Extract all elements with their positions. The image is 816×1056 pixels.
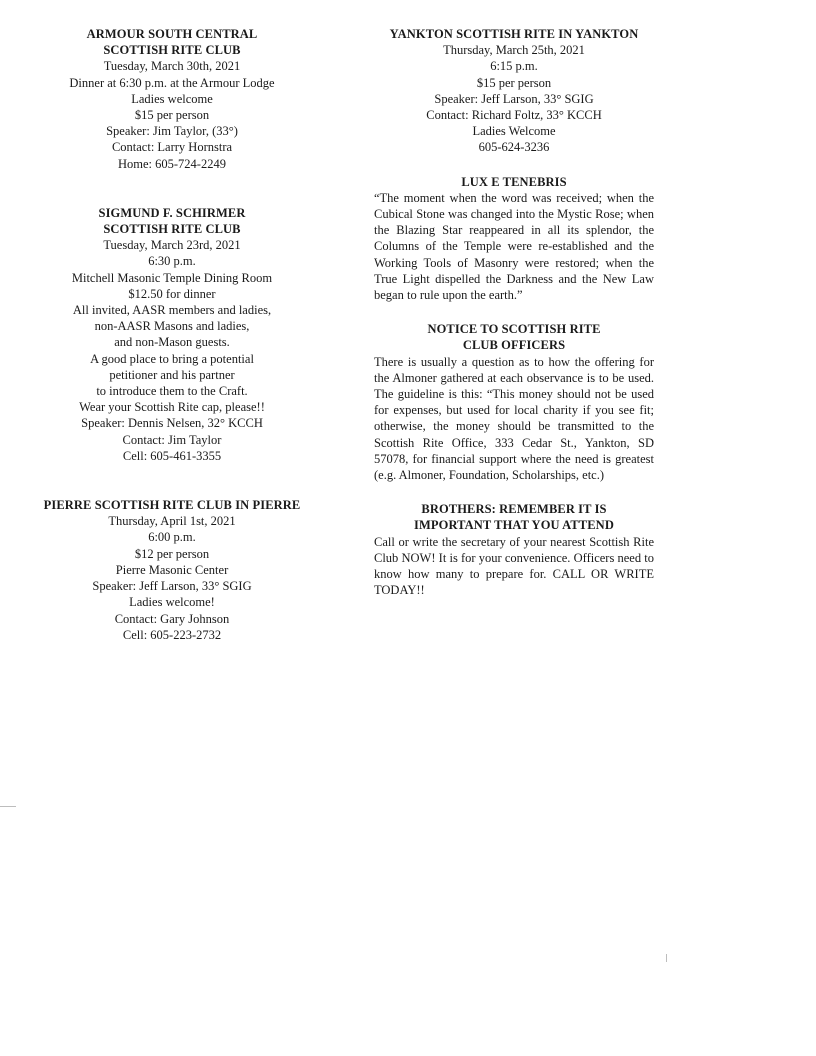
- event-time: 6:00 p.m.: [148, 530, 196, 545]
- pierre-club-title: [22, 497, 322, 513]
- title-line: SCOTTISH RITE CLUB: [103, 222, 241, 237]
- event-detail: A good place to bring a potential: [90, 351, 254, 366]
- title-line: PIERRE SCOTTISH RITE CLUB IN PIERRE: [43, 498, 301, 513]
- event-detail: All invited, AASR members and ladies,: [72, 303, 272, 318]
- title-line: ARMOUR SOUTH CENTRAL: [86, 27, 258, 41]
- event-price: $15 per person: [476, 75, 552, 90]
- event-contact: Contact: Jim Taylor: [122, 432, 222, 447]
- event-time: 6:15 p.m.: [490, 59, 538, 74]
- event-venue: Mitchell Masonic Temple Dining Room: [71, 270, 273, 285]
- event-detail: and non-Mason guests.: [114, 335, 230, 350]
- event-guests: Ladies Welcome: [472, 124, 556, 139]
- event-venue: Pierre Masonic Center: [115, 562, 229, 577]
- scan-artifact: [0, 806, 16, 807]
- event-date: Thursday, March 25th, 2021: [443, 43, 585, 58]
- event-phone: Cell: 605-223-2732: [122, 627, 222, 642]
- right-column: [374, 26, 654, 599]
- lux-e-tenebris-title: [374, 174, 654, 190]
- scan-artifact: [666, 954, 667, 962]
- yankton-club-notice: [374, 26, 654, 156]
- title-line: BROTHERS: REMEMBER IT IS: [421, 502, 607, 517]
- event-speaker: Speaker: Dennis Nelsen, 32° KCCH: [81, 416, 263, 431]
- event-detail: petitioner and his partner: [109, 367, 235, 382]
- title-line: CLUB OFFICERS: [462, 338, 566, 353]
- event-date: Tuesday, March 30th, 2021: [103, 59, 241, 74]
- event-speaker: Speaker: Jim Taylor, (33°): [106, 124, 238, 139]
- title-line: NOTICE TO SCOTTISH RITE: [427, 322, 601, 337]
- event-date: Thursday, April 1st, 2021: [108, 514, 236, 529]
- title-line: YANKTON SCOTTISH RITE IN YANKTON: [389, 27, 639, 41]
- event-detail: Wear your Scottish Rite cap, please!!: [79, 400, 265, 415]
- event-phone: 605-624-3236: [478, 140, 550, 155]
- event-contact: Contact: Larry Hornstra: [111, 140, 233, 155]
- event-price: $15 per person: [134, 108, 210, 123]
- event-detail: non-AASR Masons and ladies,: [94, 319, 250, 334]
- event-guests: Ladies welcome!: [129, 595, 215, 610]
- officers-notice-title: [374, 321, 654, 353]
- event-contact: Contact: Richard Foltz, 33° KCCH: [426, 108, 602, 123]
- left-column: [22, 26, 322, 643]
- event-speaker: Speaker: Jeff Larson, 33° SGIG: [92, 579, 252, 594]
- event-detail: to introduce them to the Craft.: [96, 384, 248, 399]
- title-line: SIGMUND F. SCHIRMER: [98, 205, 246, 220]
- lux-e-tenebris-section: [374, 174, 654, 304]
- yankton-club-title: [374, 26, 654, 42]
- attendance-reminder-title: [374, 501, 654, 533]
- attendance-reminder-body: Call or write the secretary of your nearest Scottish Rite Club NOW! It is for your convenience. Officers need to know how many to prepare for. CALL OR WRITE TODAY!!: [374, 534, 654, 598]
- officers-notice-section: [374, 321, 654, 483]
- event-time: Dinner at 6:30 p.m. at the Armour Lodge: [69, 75, 275, 90]
- armour-club-notice: [22, 26, 322, 172]
- title-line: IMPORTANT THAT YOU ATTEND: [414, 518, 614, 533]
- event-time: 6:30 p.m.: [148, 254, 196, 269]
- event-phone: Cell: 605-461-3355: [122, 448, 222, 463]
- event-price: $12 per person: [134, 546, 210, 561]
- event-phone: Home: 605-724-2249: [118, 156, 226, 171]
- lux-e-tenebris-quote: “The moment when the word was received; when the Cubical Stone was changed into the Mystic Rose; when the Blazing Star reappeared in all its splendor, the Columns of the Temple were re-established and the Working Tools of Masonry were restored; when the True Light dispelled the Darkness and the New Law began to rule upon the earth.”: [374, 190, 654, 303]
- attendance-reminder-section: [374, 501, 654, 598]
- event-contact: Contact: Gary Johnson: [114, 611, 230, 626]
- title-line: LUX E TENEBRIS: [461, 174, 567, 189]
- event-speaker: Speaker: Jeff Larson, 33° SGIG: [434, 91, 594, 106]
- sigmund-club-title: [22, 205, 322, 237]
- armour-club-title: [22, 26, 322, 58]
- title-line: SCOTTISH RITE CLUB: [103, 43, 241, 58]
- event-price: $12.50 for dinner: [128, 286, 216, 301]
- sigmund-club-notice: [22, 205, 322, 464]
- event-guests: Ladies welcome: [131, 91, 213, 106]
- event-date: Tuesday, March 23rd, 2021: [103, 238, 241, 253]
- officers-notice-body: There is usually a question as to how the offering for the Almoner gathered at each observance is to be used. The guideline is this: “This money should not be used for expenses, but used for local charity if you see fit; otherwise, the money should be transmitted to the Scottish Rite Office, 333 Cedar St., Yankton, SD 57078, for financial support where the need is greatest (e.g. Almoner, Foundation, Scholarships, etc.): [374, 354, 654, 483]
- pierre-club-notice: [22, 497, 322, 643]
